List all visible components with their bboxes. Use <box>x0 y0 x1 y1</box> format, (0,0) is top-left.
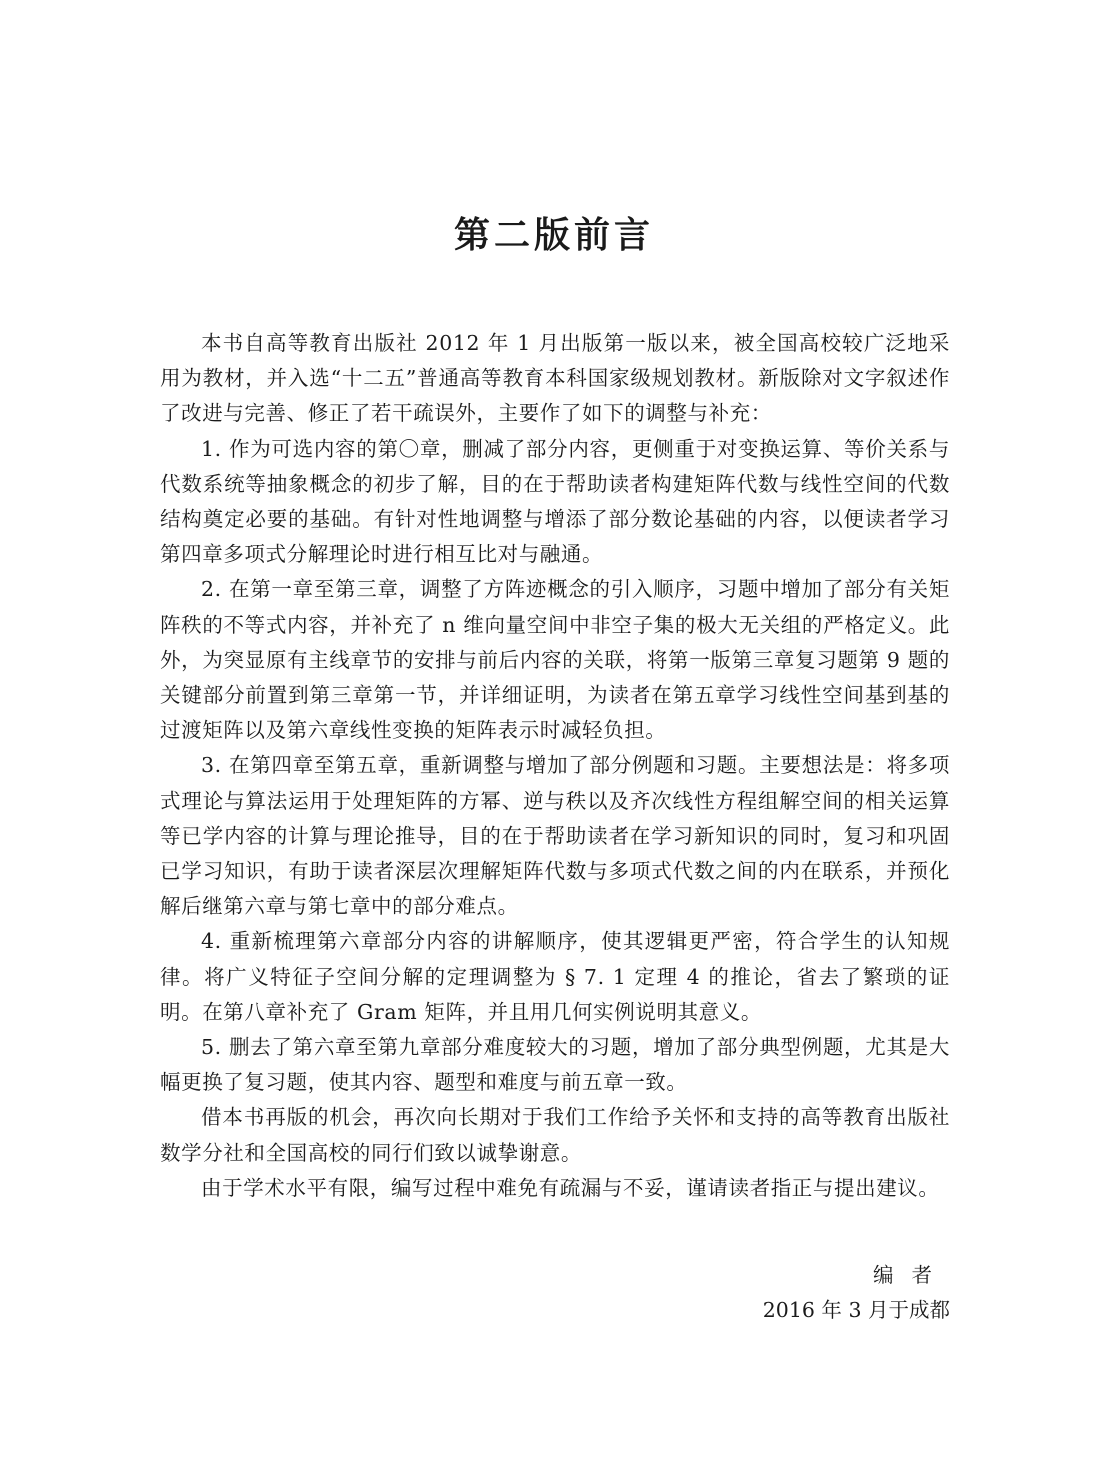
paragraph-item-3: 3. 在第四章至第五章，重新调整与增加了部分例题和习题。主要想法是：将多项式理论与算法运用于处理矩阵的方幂、逆与秩以及齐次线性方程组解空间的相关运算等已学内容的计算与理论推导，目的在于帮助读者在学习新知识的同时，复习和巩固已学习知识，有助于读者深层次理解矩阵代数与多项式代数之间的内在联系，并预化解后继第六章与第七章中的部分难点。 <box>160 753 950 919</box>
paragraph-intro: 本书自高等教育出版社 2012 年 1 月出版第一版以来，被全国高校较广泛地采用为教材，并入选“十二五”普通高等教育本科国家级规划教材。新版除对文字叙述作了改进与完善、修正了若干疏误外，主要作了如下的调整与补充： <box>160 331 950 426</box>
page-title: 第二版前言 <box>453 215 654 256</box>
paragraph-item-4: 4. 重新梳理第六章部分内容的讲解顺序，使其逻辑更严密，符合学生的认知规律。将广义特征子空间分解的定理调整为 § 7. 1 定理 4 的推论，省去了繁琐的证明。在第八章补充了 Gram 矩阵，并且用几何实例说明其意义。 <box>160 929 950 1024</box>
signature-author: 编者 <box>873 1263 950 1287</box>
paragraph-item-1: 1. 作为可选内容的第〇章，删减了部分内容，更侧重于对变换运算、等价关系与代数系统等抽象概念的初步了解，目的在于帮助读者构建矩阵代数与线性空间的代数结构奠定必要的基础。有针对性地调整与增添了部分数论基础的内容，以便读者学习第四章多项式分解理论时进行相互比对与融通。 <box>160 436 950 567</box>
preface-body <box>160 326 950 1206</box>
signature-date: 2016 年 3 月于成都 <box>762 1298 950 1322</box>
paragraph-acknowledgement: 借本书再版的机会，再次向长期对于我们工作给予关怀和支持的高等教育出版社数学分社和全国高校的同行们致以诚挚谢意。 <box>160 1105 950 1165</box>
paragraph-item-2: 2. 在第一章至第三章，调整了方阵迹概念的引入顺序，习题中增加了部分有关矩阵秩的不等式内容，并补充了 n 维向量空间中非空子集的极大无关组的严格定义。此外，为突显原有主线章节的安排与前后内容的关联，将第一版第三章复习题第 9 题的关键部分前置到第三章第一节，并详细证明，为读者在第五章学习线性空间基到基的过渡矩阵以及第六章线性变换的矩阵表示时减轻负担。 <box>160 577 950 743</box>
paragraph-closing: 由于学术水平有限，编写过程中难免有疏漏与不妥，谨请读者指正与提出建议。 <box>201 1175 940 1200</box>
paragraph-item-5: 5. 删去了第六章至第九章部分难度较大的习题，增加了部分典型例题，尤其是大幅更换了复习题，使其内容、题型和难度与前五章一致。 <box>160 1035 950 1095</box>
